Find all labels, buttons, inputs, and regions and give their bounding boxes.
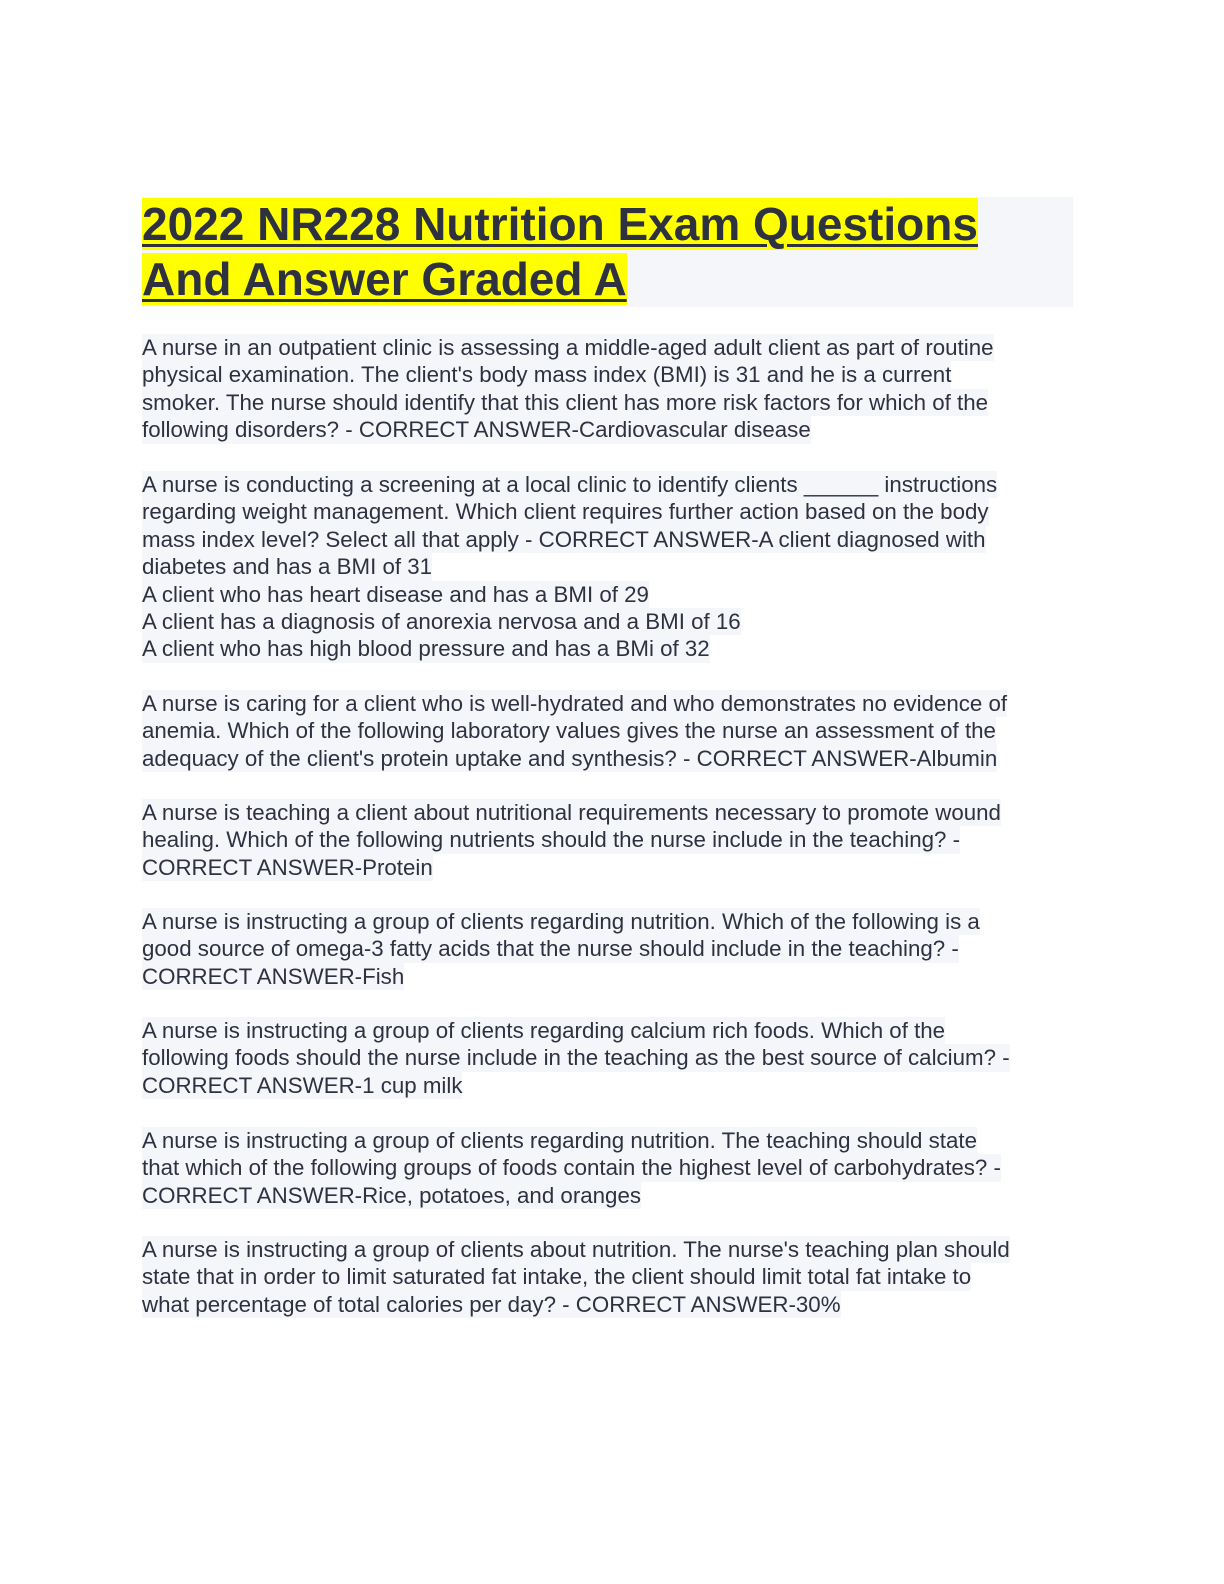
text-line: healing. Which of the following nutrients should the nurse include in the teaching? - bbox=[142, 827, 961, 853]
text-line: anemia. Which of the following laboratory values gives the nurse an assessment of the bbox=[142, 718, 996, 744]
question-paragraph bbox=[142, 334, 994, 444]
text-line: A nurse is caring for a client who is well-hydrated and who demonstrates no evidence of bbox=[142, 691, 1008, 716]
text-line: physical examination. The client's body mass index (BMI) is 31 and he is a current bbox=[142, 362, 952, 388]
title-line: And Answer Graded A bbox=[142, 253, 627, 305]
text-line: following foods should the nurse include in the teaching as the best source of calcium? - bbox=[142, 1045, 1010, 1071]
question-paragraph bbox=[142, 471, 997, 663]
text-line: adequacy of the client's protein uptake and synthesis? - CORRECT ANSWER-Albumin bbox=[142, 745, 998, 771]
text-line: what percentage of total calories per day? - CORRECT ANSWER-30% bbox=[142, 1291, 841, 1317]
text-line: A nurse is instructing a group of clients about nutrition. The nurse's teaching plan should bbox=[142, 1237, 1010, 1262]
text-line: mass index level? Select all that apply - CORRECT ANSWER-A client diagnosed with bbox=[142, 526, 986, 552]
question-paragraph bbox=[142, 1236, 1010, 1318]
text-line: good source of omega-3 fatty acids that the nurse should include in the teaching? - bbox=[142, 936, 959, 962]
text-line: that which of the following groups of foods contain the highest level of carbohydrates? - bbox=[142, 1155, 1001, 1181]
text-line: CORRECT ANSWER-Rice, potatoes, and oranges bbox=[142, 1182, 641, 1208]
question-paragraph bbox=[142, 1017, 1010, 1099]
question-paragraph bbox=[142, 908, 980, 990]
text-line: diabetes and has a BMI of 31 bbox=[142, 554, 433, 580]
text-line: smoker. The nurse should identify that this client has more risk factors for which of the bbox=[142, 389, 989, 415]
text-line: A nurse is instructing a group of clients regarding nutrition. The teaching should state bbox=[142, 1128, 977, 1153]
text-line: A nurse in an outpatient clinic is assessing a middle-aged adult client as part of routine bbox=[142, 335, 994, 360]
text-line: regarding weight management. Which client requires further action based on the body bbox=[142, 499, 989, 525]
text-line: A nurse is teaching a client about nutritional requirements necessary to promote wound bbox=[142, 800, 1001, 825]
text-line: CORRECT ANSWER-Fish bbox=[142, 963, 405, 989]
question-paragraph bbox=[142, 1127, 1001, 1209]
title-line: 2022 NR228 Nutrition Exam Questions bbox=[142, 198, 978, 250]
text-line: CORRECT ANSWER-Protein bbox=[142, 854, 433, 880]
text-line: following disorders? - CORRECT ANSWER-Cardiovascular disease bbox=[142, 417, 811, 443]
document-title bbox=[142, 197, 978, 307]
text-line: state that in order to limit saturated fat intake, the client should limit total fat intake to bbox=[142, 1264, 972, 1290]
text-line: A nurse is conducting a screening at a local clinic to identify clients ______ instructions bbox=[142, 472, 998, 497]
text-line: A client has a diagnosis of anorexia nervosa and a BMI of 16 bbox=[142, 609, 741, 635]
text-line: A client who has high blood pressure and has a BMi of 32 bbox=[142, 636, 710, 662]
text-line: A nurse is instructing a group of clients regarding nutrition. Which of the following is a bbox=[142, 909, 980, 934]
text-line: CORRECT ANSWER-1 cup milk bbox=[142, 1072, 463, 1098]
question-paragraph bbox=[142, 799, 1001, 881]
text-line: A nurse is instructing a group of clients regarding calcium rich foods. Which of the bbox=[142, 1018, 946, 1043]
question-paragraph bbox=[142, 690, 1007, 772]
text-line: A client who has heart disease and has a BMI of 29 bbox=[142, 581, 649, 607]
